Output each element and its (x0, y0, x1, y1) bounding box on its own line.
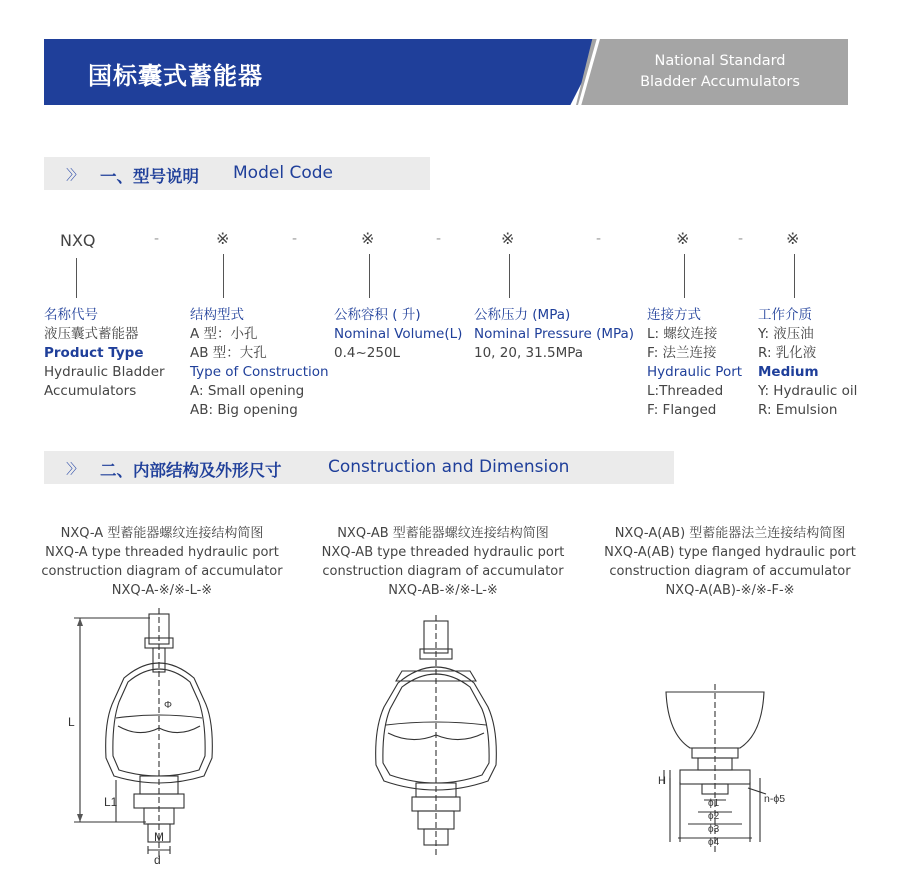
code-column-port: 连接方式 L: 螺纹连接 F: 法兰连接 Hydraulic Port L:Threaded F: Flanged (647, 307, 743, 418)
section-title-cn: 一、型号说明 (100, 167, 199, 186)
dim-label-phi4: ϕ4 (708, 837, 720, 848)
diagram-caption-a: NXQ-A 型蓄能器螺纹连接结构简图 NXQ-A type threaded hydraulic port construction diagram of accumulator NXQ-A-※/※-L-※ (41, 526, 283, 598)
dim-label-phi: Φ (164, 700, 172, 711)
dim-label-bolt-holes: n-ϕ5 (764, 793, 786, 805)
code-connector-line (684, 254, 685, 298)
section-title-en: Model Code (233, 163, 333, 183)
code-connector-line (794, 254, 795, 298)
dim-label-phi2: ϕ2 (708, 811, 720, 822)
dim-label-L: L (68, 715, 75, 729)
code-connector-line (76, 258, 77, 298)
diagram-caption-flanged: NXQ-A(AB) 型蓄能器法兰连接结构简图 NXQ-A(AB) type flanged hydraulic port construction diagram of accumulator NXQ-A(AB)-※/※-F-※ (604, 526, 856, 598)
code-connector-line (369, 254, 370, 298)
code-placeholder: ※ (676, 229, 690, 248)
accumulator-ab-drawing (356, 615, 516, 865)
code-column-medium: 工作介质 Y: 液压油 R: 乳化液 Medium Y: Hydraulic oil R: Emulsion (758, 307, 858, 418)
code-placeholder: ※ (216, 229, 230, 248)
code-dash: - (292, 231, 298, 247)
code-placeholder: ※ (361, 229, 375, 248)
section-construction (44, 451, 674, 484)
dim-label-d: d (154, 853, 161, 867)
section-title-cn: 二、内部结构及外形尺寸 (100, 461, 282, 480)
code-connector-line (509, 254, 510, 298)
code-dash: - (596, 231, 602, 247)
code-placeholder: ※ (786, 229, 800, 248)
code-column-product-type: 名称代号 液压囊式蓄能器 Product Type Hydraulic Bladder Accumulators (44, 307, 165, 399)
section-title-en: Construction and Dimension (328, 457, 570, 477)
page-title-en: National Standard Bladder Accumulators (640, 53, 800, 90)
double-chevron-icon: 〉〉 (66, 168, 81, 184)
dim-label-phi1: ϕ1 (708, 798, 720, 809)
dim-label-L1: L1 (104, 795, 118, 809)
code-column-construction: 结构型式 A 型：小孔 AB 型：大孔 Type of Construction A: Small opening AB: Big opening (190, 307, 329, 418)
code-dash: - (154, 231, 160, 247)
accumulator-a-drawing (54, 608, 254, 868)
code-placeholder: ※ (501, 229, 515, 248)
code-dash: - (738, 231, 744, 247)
code-column-volume: 公称容积 ( 升) Nominal Volume(L) 0.4~250L (334, 307, 463, 361)
page-title-cn: 国标囊式蓄能器 (88, 62, 263, 90)
dim-label-M: M (154, 830, 164, 844)
dim-label-H: H (658, 775, 666, 787)
diagram-caption-ab: NXQ-AB 型蓄能器螺纹连接结构简图 NXQ-AB type threaded hydraulic port construction diagram of accumulator NXQ-AB-※/※-L-※ (321, 526, 565, 598)
double-chevron-icon: 〉〉 (66, 462, 81, 478)
code-connector-line (223, 254, 224, 298)
accumulator-flanged-drawing (640, 682, 820, 857)
dim-label-phi3: ϕ3 (708, 824, 720, 835)
model-prefix: NXQ (60, 231, 96, 250)
code-dash: - (436, 231, 442, 247)
section-model-code (44, 157, 430, 190)
code-column-pressure: 公称压力 (MPa) Nominal Pressure (MPa) 10, 20, 31.5MPa (474, 307, 635, 361)
